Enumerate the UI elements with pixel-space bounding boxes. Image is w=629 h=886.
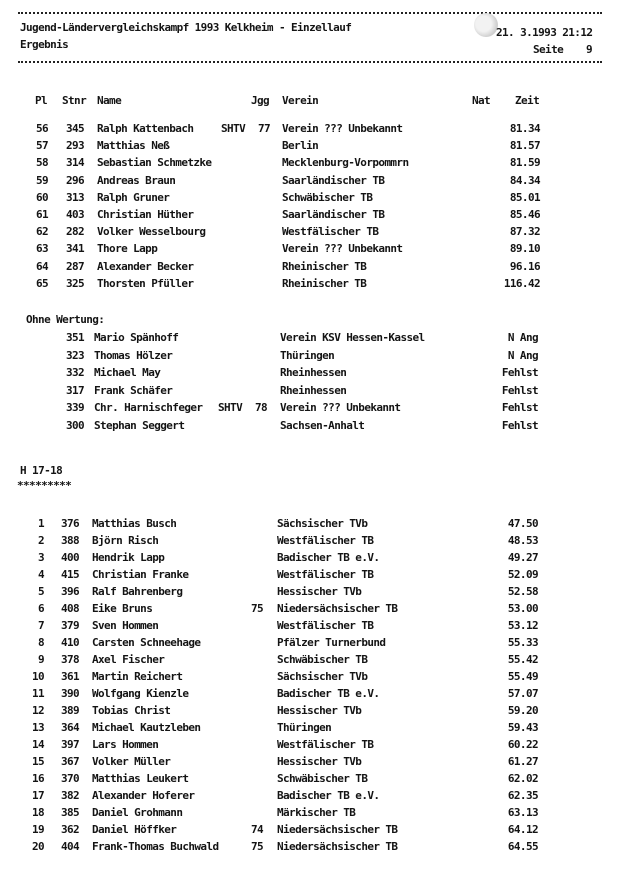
start-number-cell: 345	[66, 122, 85, 135]
athlete-name-cell: Stephan Seggert	[94, 418, 185, 432]
athlete-name-cell: Frank-Thomas Buchwald	[92, 840, 219, 853]
col-header-verein: Verein	[282, 94, 319, 107]
time-cell: 85.46	[509, 208, 540, 221]
time-cell: 89.10	[509, 242, 540, 256]
table-row	[0, 137, 629, 154]
place-cell: 19	[31, 823, 44, 836]
place-cell: 56	[35, 122, 48, 135]
place-cell: 59	[35, 173, 48, 187]
start-number-cell: 410	[61, 636, 80, 649]
start-number-cell: 341	[66, 242, 85, 256]
start-number-cell: 403	[66, 208, 85, 221]
time-cell: 62.02	[507, 772, 538, 785]
athlete-name-cell: Thomas Hölzer	[94, 348, 173, 362]
table-row	[0, 668, 629, 685]
time-cell: 59.20	[507, 704, 538, 717]
athlete-name-cell: Matthias Leukert	[92, 772, 189, 785]
start-number-cell: 400	[61, 551, 80, 564]
table-row	[0, 120, 629, 137]
table-row	[0, 275, 629, 292]
athlete-name-cell: Ralph Kattenbach	[97, 122, 194, 135]
start-number-cell: 332	[66, 366, 85, 379]
start-number-cell: 296	[66, 173, 85, 187]
club-cell: Hessischer TVb	[277, 704, 362, 717]
place-cell: 3	[37, 551, 44, 564]
start-number-cell: 317	[66, 383, 85, 397]
athlete-name-cell: Michael Kautzleben	[92, 721, 201, 734]
club-cell: Badischer TB e.V.	[277, 687, 380, 700]
athlete-name-cell: Sebastian Schmetzke	[97, 156, 212, 170]
section-title: H 17-18	[20, 464, 63, 477]
start-number-cell: 314	[66, 156, 85, 170]
table-row	[0, 651, 629, 668]
table-row	[0, 753, 629, 770]
table-row	[0, 685, 629, 702]
athlete-name-cell: Volker Müller	[92, 755, 171, 768]
start-number-cell: 293	[66, 139, 85, 153]
athlete-name-cell: Eike Bruns	[92, 602, 153, 615]
place-cell: 10	[31, 670, 44, 683]
place-cell: 1	[37, 517, 44, 530]
col-header-pl: Pl	[35, 94, 48, 107]
start-number-cell: 362	[61, 823, 80, 836]
club-cell: Westfälischer TB	[282, 225, 379, 239]
athlete-name-cell: Carsten Schneehage	[92, 636, 201, 649]
place-cell: 6	[37, 602, 44, 615]
place-cell: 58	[35, 156, 48, 170]
start-number-cell: 313	[66, 190, 85, 204]
start-number-cell: 364	[61, 721, 80, 734]
table-row	[0, 154, 629, 171]
start-number-cell: 389	[61, 704, 80, 717]
athlete-name-cell: Christian Hüther	[97, 208, 194, 221]
club-cell: Saarländischer TB	[282, 173, 385, 187]
table-row	[0, 329, 629, 346]
club-cell: Niedersächsischer TB	[277, 823, 398, 836]
athlete-name-cell: Alexander Hoferer	[92, 789, 195, 802]
table-row	[0, 258, 629, 275]
club-cell: Westfälischer TB	[277, 619, 374, 632]
header-top-rule	[18, 12, 602, 14]
table-row	[0, 719, 629, 736]
athlete-name-cell: Alexander Becker	[97, 259, 194, 273]
start-number-cell: 397	[61, 738, 80, 751]
club-cell: Märkischer TB	[277, 806, 356, 819]
birth-year-cell: 75	[251, 840, 264, 853]
time-cell: 55.49	[507, 670, 538, 683]
club-cell: Westfälischer TB	[277, 534, 374, 547]
time-cell: N Ang	[507, 331, 538, 344]
place-cell: 18	[31, 806, 44, 819]
athlete-name-cell: Daniel Grohmann	[92, 806, 183, 819]
club-cell: Badischer TB e.V.	[277, 551, 380, 564]
club-cell: Verein ??? Unbekannt	[280, 401, 401, 414]
club-cell: Berlin	[282, 139, 319, 153]
start-number-cell: 408	[61, 602, 80, 615]
place-cell: 16	[31, 772, 44, 785]
time-cell: 81.57	[509, 139, 540, 153]
table-row	[0, 364, 629, 381]
athlete-name-cell: Hendrik Lapp	[92, 551, 165, 564]
col-header-nat: Nat	[472, 94, 491, 107]
time-cell: Fehlst	[501, 418, 538, 432]
start-number-cell: 370	[61, 772, 80, 785]
table-row	[0, 600, 629, 617]
time-cell: 57.07	[507, 687, 538, 700]
place-cell: 4	[37, 568, 44, 581]
header-bottom-rule	[18, 61, 602, 63]
time-cell: 81.59	[509, 156, 540, 170]
time-cell: 85.01	[509, 190, 540, 204]
place-cell: 63	[35, 242, 48, 256]
place-cell: 9	[37, 653, 44, 666]
time-cell: 62.35	[507, 789, 538, 802]
print-datetime: 21. 3.1993 21:12	[496, 26, 593, 39]
place-cell: 5	[37, 585, 44, 598]
time-cell: Fehlst	[501, 383, 538, 397]
time-cell: 60.22	[507, 738, 538, 751]
club-cell: Sachsen-Anhalt	[280, 418, 365, 432]
athlete-name-cell: Andreas Braun	[97, 173, 176, 187]
athlete-name-cell: Tobias Christ	[92, 704, 171, 717]
section-underline: *********	[17, 479, 72, 492]
col-header-name: Name	[97, 94, 122, 107]
start-number-cell: 325	[66, 276, 85, 290]
table-row	[0, 787, 629, 804]
time-cell: 52.09	[507, 568, 538, 581]
club-cell: Badischer TB e.V.	[277, 789, 380, 802]
time-cell: N Ang	[507, 348, 538, 362]
club-cell: Westfälischer TB	[277, 738, 374, 751]
club-cell: Hessischer TVb	[277, 755, 362, 768]
club-cell: Saarländischer TB	[282, 208, 385, 221]
table-row	[0, 347, 629, 364]
table-row	[0, 223, 629, 240]
birth-year-cell: 74	[251, 823, 264, 836]
club-cell: Rheinischer TB	[282, 259, 367, 273]
athlete-name-cell: Wolfgang Kienzle	[92, 687, 189, 700]
table-row	[0, 838, 629, 855]
place-cell: 57	[35, 139, 48, 153]
athlete-name-cell: Frank Schäfer	[94, 383, 173, 397]
association-cell: SHTV	[221, 122, 246, 135]
start-number-cell: 351	[66, 331, 85, 344]
table-row	[0, 566, 629, 583]
start-number-cell: 382	[61, 789, 80, 802]
time-cell: 55.42	[507, 653, 538, 666]
club-cell: Rheinhessen	[280, 366, 347, 379]
athlete-name-cell: Volker Wesselbourg	[97, 225, 206, 239]
athlete-name-cell: Daniel Höffker	[92, 823, 177, 836]
place-cell: 11	[31, 687, 44, 700]
time-cell: Fehlst	[501, 401, 538, 414]
time-cell: 53.12	[507, 619, 538, 632]
time-cell: 64.12	[507, 823, 538, 836]
club-cell: Thüringen	[277, 721, 332, 734]
athlete-name-cell: Chr. Harnischfeger	[94, 401, 203, 414]
table-row	[0, 532, 629, 549]
athlete-name-cell: Lars Hommen	[92, 738, 159, 751]
club-cell: Verein ??? Unbekannt	[282, 242, 403, 256]
athlete-name-cell: Thore Lapp	[97, 242, 158, 256]
time-cell: 47.50	[507, 517, 538, 530]
place-cell: 60	[35, 190, 48, 204]
table-row	[0, 770, 629, 787]
athlete-name-cell: Michael May	[94, 366, 161, 379]
col-header-jgg: Jgg	[251, 94, 270, 107]
table-row	[0, 240, 629, 257]
time-cell: 59.43	[507, 721, 538, 734]
club-cell: Rheinhessen	[280, 383, 347, 397]
athlete-name-cell: Axel Fischer	[92, 653, 165, 666]
start-number-cell: 396	[61, 585, 80, 598]
athlete-name-cell: Martin Reichert	[92, 670, 183, 683]
birth-year-cell: 77	[258, 122, 271, 135]
table-row	[0, 736, 629, 753]
time-cell: 55.33	[507, 636, 538, 649]
start-number-cell: 282	[66, 225, 85, 239]
club-cell: Schwäbischer TB	[277, 653, 368, 666]
time-cell: Fehlst	[501, 366, 538, 379]
place-cell: 13	[31, 721, 44, 734]
time-cell: 52.58	[507, 585, 538, 598]
table-row	[0, 515, 629, 532]
ohne-wertung-heading: Ohne Wertung:	[26, 313, 105, 326]
place-cell: 64	[35, 259, 48, 273]
club-cell: Niedersächsischer TB	[277, 840, 398, 853]
table-row	[0, 206, 629, 223]
start-number-cell: 388	[61, 534, 80, 547]
time-cell: 61.27	[507, 755, 538, 768]
start-number-cell: 378	[61, 653, 80, 666]
start-number-cell: 361	[61, 670, 80, 683]
athlete-name-cell: Ralph Gruner	[97, 190, 170, 204]
time-cell: 53.00	[507, 602, 538, 615]
athlete-name-cell: Christian Franke	[92, 568, 189, 581]
place-cell: 14	[31, 738, 44, 751]
club-cell: Hessischer TVb	[277, 585, 362, 598]
time-cell: 96.16	[509, 259, 540, 273]
club-cell: Niedersächsischer TB	[277, 602, 398, 615]
time-cell: 84.34	[509, 173, 540, 187]
place-cell: 2	[37, 534, 44, 547]
start-number-cell: 367	[61, 755, 80, 768]
page-label: Seite	[533, 43, 564, 56]
document-title: Jugend-Ländervergleichskampf 1993 Kelkheim - Einzellauf	[20, 21, 352, 34]
table-row	[0, 417, 629, 434]
association-cell: SHTV	[218, 401, 243, 414]
table-row	[0, 189, 629, 206]
athlete-name-cell: Sven Hommen	[92, 619, 159, 632]
birth-year-cell: 75	[251, 602, 264, 615]
time-cell: 48.53	[507, 534, 538, 547]
club-cell: Verein KSV Hessen-Kassel	[280, 331, 425, 344]
time-cell: 64.55	[507, 840, 538, 853]
athlete-name-cell: Ralf Bahrenberg	[92, 585, 183, 598]
table-row	[0, 804, 629, 821]
col-header-zeit: Zeit	[515, 94, 540, 107]
table-row	[0, 702, 629, 719]
athlete-name-cell: Matthias Busch	[92, 517, 177, 530]
table-row	[0, 549, 629, 566]
start-number-cell: 379	[61, 619, 80, 632]
page-number: 9	[586, 43, 593, 56]
club-cell: Sächsischer TVb	[277, 517, 368, 530]
time-cell: 87.32	[509, 225, 540, 239]
start-number-cell: 287	[66, 259, 85, 273]
table-row	[0, 583, 629, 600]
club-cell: Rheinischer TB	[282, 276, 367, 290]
club-cell: Schwäbischer TB	[282, 190, 373, 204]
start-number-cell: 376	[61, 517, 80, 530]
table-row	[0, 382, 629, 399]
table-row	[0, 399, 629, 416]
place-cell: 61	[35, 208, 48, 221]
club-cell: Thüringen	[280, 348, 335, 362]
place-cell: 17	[31, 789, 44, 802]
place-cell: 12	[31, 704, 44, 717]
table-row	[0, 821, 629, 838]
time-cell: 116.42	[503, 276, 540, 290]
stamp-mark	[474, 13, 498, 37]
birth-year-cell: 78	[255, 401, 268, 414]
start-number-cell: 404	[61, 840, 80, 853]
athlete-name-cell: Björn Risch	[92, 534, 159, 547]
table-row	[0, 634, 629, 651]
time-cell: 81.34	[509, 122, 540, 135]
club-cell: Schwäbischer TB	[277, 772, 368, 785]
athlete-name-cell: Mario Spänhoff	[94, 331, 179, 344]
start-number-cell: 415	[61, 568, 80, 581]
club-cell: Westfälischer TB	[277, 568, 374, 581]
start-number-cell: 339	[66, 401, 85, 414]
athlete-name-cell: Thorsten Pfüller	[97, 276, 194, 290]
athlete-name-cell: Matthias Neß	[97, 139, 170, 153]
club-cell: Sächsischer TVb	[277, 670, 368, 683]
place-cell: 15	[31, 755, 44, 768]
place-cell: 8	[37, 636, 44, 649]
place-cell: 7	[37, 619, 44, 632]
table-row	[0, 172, 629, 189]
place-cell: 62	[35, 225, 48, 239]
table-row	[0, 617, 629, 634]
club-cell: Pfälzer Turnerbund	[277, 636, 386, 649]
start-number-cell: 300	[66, 418, 85, 432]
document-subtitle: Ergebnis	[20, 38, 69, 51]
club-cell: Mecklenburg-Vorpommrn	[282, 156, 409, 170]
col-header-stnr: Stnr	[62, 94, 87, 107]
place-cell: 65	[35, 276, 48, 290]
place-cell: 20	[31, 840, 44, 853]
start-number-cell: 390	[61, 687, 80, 700]
club-cell: Verein ??? Unbekannt	[282, 122, 403, 135]
start-number-cell: 385	[61, 806, 80, 819]
time-cell: 63.13	[507, 806, 538, 819]
time-cell: 49.27	[507, 551, 538, 564]
start-number-cell: 323	[66, 348, 85, 362]
